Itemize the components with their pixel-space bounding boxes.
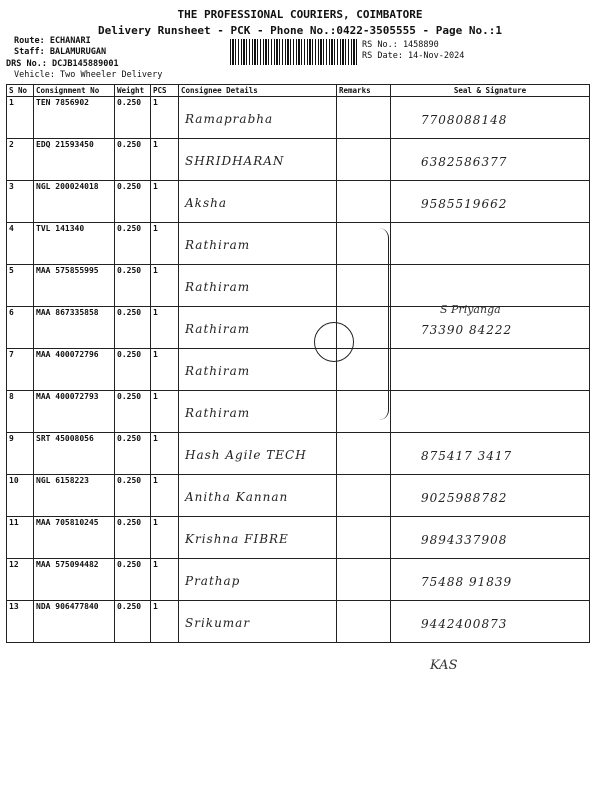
- consignee-name: Anitha Kannan: [185, 490, 289, 504]
- table-row: [7, 559, 590, 601]
- consignee-cell: [179, 475, 337, 517]
- row6-name-note: S Priyanga: [440, 303, 501, 316]
- runsheet-table: [6, 84, 590, 643]
- weight-cell: 0.250: [115, 601, 151, 643]
- pcs-cell: 1: [151, 265, 179, 307]
- signature-cell: [391, 559, 590, 601]
- table-row: [7, 391, 590, 433]
- pcs-cell: 1: [151, 601, 179, 643]
- consignee-cell: [179, 307, 337, 349]
- signature-phone: 9025988782: [421, 491, 508, 505]
- consignment-cell: NGL 200024018: [34, 181, 115, 223]
- weight-cell: 0.250: [115, 181, 151, 223]
- signature-cell: [391, 475, 590, 517]
- signature-phone: 7708088148: [421, 113, 508, 127]
- delivery-stamp: [314, 322, 354, 362]
- pcs-cell: 1: [151, 223, 179, 265]
- table-row: [7, 601, 590, 643]
- signature-cell: [391, 391, 590, 433]
- consignment-cell: NDA 906477840: [34, 601, 115, 643]
- remarks-cell: [337, 559, 391, 601]
- weight-cell: 0.250: [115, 223, 151, 265]
- signature-cell: [391, 517, 590, 559]
- weight-cell: 0.250: [115, 139, 151, 181]
- rs-no-label: RS No.: 1458890: [362, 40, 439, 50]
- pcs-cell: 1: [151, 433, 179, 475]
- sno-cell: 11: [7, 517, 34, 559]
- pcs-cell: 1: [151, 349, 179, 391]
- weight-cell: 0.250: [115, 391, 151, 433]
- col-pcs: PCS: [151, 85, 179, 97]
- table-row: [7, 517, 590, 559]
- sno-cell: 4: [7, 223, 34, 265]
- consignment-cell: MAA 705810245: [34, 517, 115, 559]
- page-title: THE PROFESSIONAL COURIERS, COIMBATORE: [177, 8, 423, 21]
- table-row: [7, 97, 590, 139]
- sno-cell: 3: [7, 181, 34, 223]
- col-consignee: Consignee Details: [179, 85, 337, 97]
- drs-label: DRS No.: DCJB145889001: [6, 59, 119, 69]
- signature-phone: 73390 84222: [421, 323, 513, 337]
- remarks-cell: [337, 433, 391, 475]
- weight-cell: 0.250: [115, 475, 151, 517]
- pcs-cell: 1: [151, 391, 179, 433]
- remarks-cell: [337, 517, 391, 559]
- consignment-cell: MAA 575094482: [34, 559, 115, 601]
- signature-phone: 9894337908: [421, 533, 508, 547]
- sno-cell: 1: [7, 97, 34, 139]
- consignment-cell: EDQ 21593450: [34, 139, 115, 181]
- weight-cell: 0.250: [115, 517, 151, 559]
- consignee-name: Aksha: [185, 196, 227, 210]
- weight-cell: 0.250: [115, 307, 151, 349]
- pcs-cell: 1: [151, 517, 179, 559]
- table-row: [7, 349, 590, 391]
- signature-cell: [391, 181, 590, 223]
- signature-phone: 75488 91839: [421, 575, 513, 589]
- pcs-cell: 1: [151, 475, 179, 517]
- remarks-cell: [337, 139, 391, 181]
- sno-cell: 10: [7, 475, 34, 517]
- signature-phone: 9585519662: [421, 197, 508, 211]
- consignee-cell: [179, 433, 337, 475]
- weight-cell: 0.250: [115, 433, 151, 475]
- remarks-cell: [337, 601, 391, 643]
- table-row: [7, 475, 590, 517]
- consignee-cell: [179, 517, 337, 559]
- consignee-cell: [179, 601, 337, 643]
- pcs-cell: 1: [151, 181, 179, 223]
- consignee-cell: [179, 97, 337, 139]
- pcs-cell: 1: [151, 559, 179, 601]
- sno-cell: 7: [7, 349, 34, 391]
- consignment-cell: TVL 141340: [34, 223, 115, 265]
- consignee-name: Ramaprabha: [185, 112, 274, 126]
- table-row: [7, 223, 590, 265]
- consignee-cell: [179, 265, 337, 307]
- sno-cell: 12: [7, 559, 34, 601]
- consignment-cell: MAA 575855995: [34, 265, 115, 307]
- staff-label: Staff: BALAMURUGAN: [14, 47, 107, 57]
- consignee-name: Rathiram: [185, 238, 251, 252]
- sno-cell: 5: [7, 265, 34, 307]
- signature-cell: [391, 601, 590, 643]
- consignee-name: Hash Agile TECH: [185, 448, 307, 462]
- weight-cell: 0.250: [115, 349, 151, 391]
- vehicle-label: Vehicle: Two Wheeler Delivery: [14, 70, 163, 80]
- sno-cell: 2: [7, 139, 34, 181]
- pcs-cell: 1: [151, 307, 179, 349]
- col-consignment: Consignment No: [34, 85, 115, 97]
- consignee-cell: [179, 139, 337, 181]
- consignment-cell: MAA 400072796: [34, 349, 115, 391]
- table-row: [7, 307, 590, 349]
- table-row: [7, 139, 590, 181]
- consignee-name: Rathiram: [185, 280, 251, 294]
- page-subtitle: Delivery Runsheet - PCK - Phone No.:0422-3505555 - Page No.:1: [98, 24, 502, 37]
- signature-cell: [391, 139, 590, 181]
- table-row: [7, 181, 590, 223]
- consignee-name: Rathiram: [185, 364, 251, 378]
- group-brace: [376, 228, 389, 420]
- signature-phone: 875417 3417: [421, 449, 513, 463]
- weight-cell: 0.250: [115, 97, 151, 139]
- consignee-cell: [179, 559, 337, 601]
- pcs-cell: 1: [151, 97, 179, 139]
- sno-cell: 6: [7, 307, 34, 349]
- sno-cell: 13: [7, 601, 34, 643]
- remarks-cell: [337, 475, 391, 517]
- consignment-cell: SRT 45008056: [34, 433, 115, 475]
- signature-cell: [391, 349, 590, 391]
- col-remarks: Remarks: [337, 85, 391, 97]
- consignee-cell: [179, 391, 337, 433]
- col-weight: Weight: [115, 85, 151, 97]
- signature-cell: [391, 433, 590, 475]
- consignee-name: Rathiram: [185, 406, 251, 420]
- consignee-name: Srikumar: [185, 616, 251, 630]
- consignment-cell: MAA 400072793: [34, 391, 115, 433]
- consignee-cell: [179, 223, 337, 265]
- consignee-cell: [179, 349, 337, 391]
- pcs-cell: 1: [151, 139, 179, 181]
- sno-cell: 9: [7, 433, 34, 475]
- signature-cell: [391, 265, 590, 307]
- table-header-row: [7, 85, 590, 97]
- barcode: [230, 39, 357, 65]
- consignment-cell: MAA 867335858: [34, 307, 115, 349]
- route-label: Route: ECHANARI: [14, 36, 91, 46]
- consignment-cell: NGL 6158223: [34, 475, 115, 517]
- footer-initials: KAS: [430, 658, 458, 673]
- weight-cell: 0.250: [115, 559, 151, 601]
- rs-date-label: RS Date: 14-Nov-2024: [362, 51, 465, 61]
- signature-cell: [391, 223, 590, 265]
- consignee-cell: [179, 181, 337, 223]
- col-sno: S No: [7, 85, 34, 97]
- weight-cell: 0.250: [115, 265, 151, 307]
- consignee-name: Prathap: [185, 574, 241, 588]
- consignment-cell: TEN 7856902: [34, 97, 115, 139]
- remarks-cell: [337, 97, 391, 139]
- consignee-name: SHRIDHARAN: [185, 154, 285, 168]
- table-row: [7, 433, 590, 475]
- table-row: [7, 265, 590, 307]
- col-signature: Seal & Signature: [391, 85, 590, 97]
- consignee-name: Krishna FIBRE: [185, 532, 289, 546]
- signature-phone: 9442400873: [421, 617, 508, 631]
- sno-cell: 8: [7, 391, 34, 433]
- consignee-name: Rathiram: [185, 322, 251, 336]
- signature-cell: [391, 97, 590, 139]
- remarks-cell: [337, 181, 391, 223]
- signature-phone: 6382586377: [421, 155, 508, 169]
